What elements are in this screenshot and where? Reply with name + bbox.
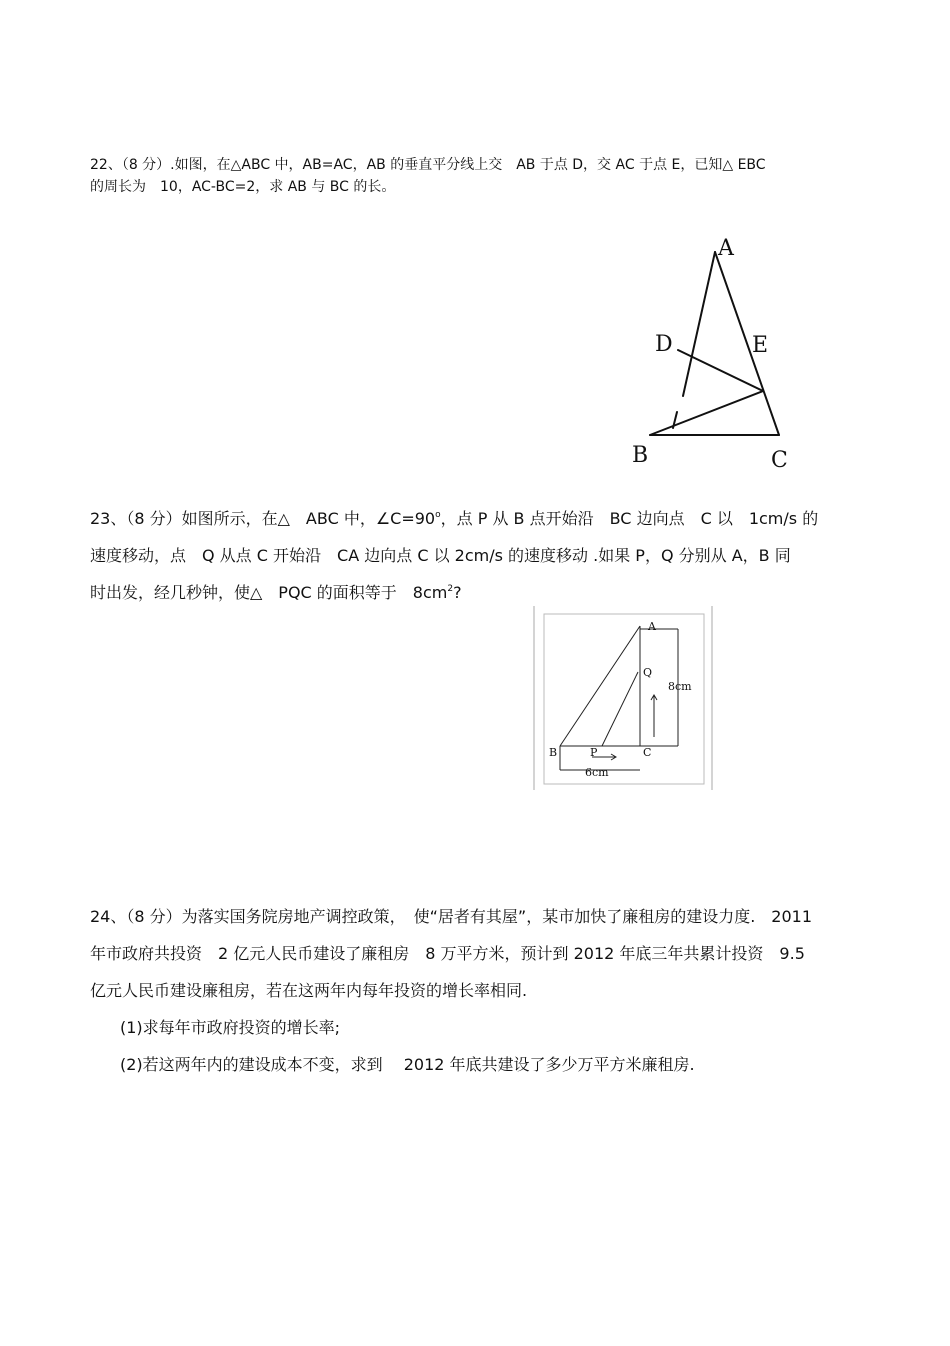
edge-ac [715,252,779,435]
q23-line-3-text: 时出发，经几秒钟，使△ PQC 的面积等于 8cm [90,583,448,602]
q24-sub-2: (2)若这两年内的建设成本不变，求到 2012 年底共建设了多少万平方米廉租房. [120,1055,695,1074]
segment-de [678,350,763,391]
q23-line-1 [90,500,862,537]
label-d: D [655,332,673,357]
edge-ab-upper [683,252,715,396]
label-q: Q [643,666,653,679]
q24-line-1-text: 24、（8 分）为落实国务院房地产调控政策， 使“居者有其屋”，某市加快了廉租房的建设力度. 2011 [90,907,813,926]
q24-line-1 [90,898,862,935]
label-c: C [771,448,788,473]
figure-border [544,614,704,784]
q22-line-2: 的周长为 10，AC-BC=2，求 AB 与 BC 的长。 [90,179,396,195]
q23-line-3 [90,574,862,611]
degree-sup: o [435,510,441,520]
question-24 [90,898,862,1083]
label-a: A [648,620,656,633]
square-sup: 2 [447,584,454,594]
label-6cm: 6cm [585,766,609,779]
q22-triangle-figure [620,228,800,478]
q22-line-1: 22、（8 分）.如图，在△ABC 中，AB=AC，AB 的垂直平分线上交 AB 于点 D，交 AC 于点 E，已知△ EBC [90,157,766,173]
label-e: E [752,333,769,358]
label-a: A [718,236,734,261]
q23-line-1-text: 23、（8 分）如图所示，在△ ABC 中，∠C=90 [90,509,436,528]
q24-sub-1: (1)求每年市政府投资的增长率; [120,1018,341,1037]
label-8cm: 8cm [668,680,692,693]
q23-line-1-tail: ，点 P 从 B 点开始沿 BC 边向点 C 以 1cm/s 的 [440,509,819,528]
label-b: B [632,443,649,468]
label-p: P [590,746,598,759]
label-c: C [643,746,652,759]
q23-line-2: 速度移动，点 Q 从点 C 开始沿 CA 边向点 C 以 2cm/s 的速度移动 .如果 P，Q 分别从 A，B 同 [90,546,791,565]
segment-be [650,391,763,435]
q24-line-3: 亿元人民币建设廉租房，若在这两年内每年投资的增长率相同. [90,981,528,1000]
q24-line-2: 年市政府共投资 2 亿元人民币建设了廉租房 8 万平方米，预计到 2012 年底三年共累计投资 9.5 [90,944,805,963]
question-23 [90,500,862,611]
label-b: B [549,746,558,759]
question-22 [90,154,862,198]
q23-line-3-tail: ? [453,583,462,602]
q23-right-triangle-figure [530,604,720,794]
edge-ab [560,626,640,746]
segment-pq [602,672,638,746]
